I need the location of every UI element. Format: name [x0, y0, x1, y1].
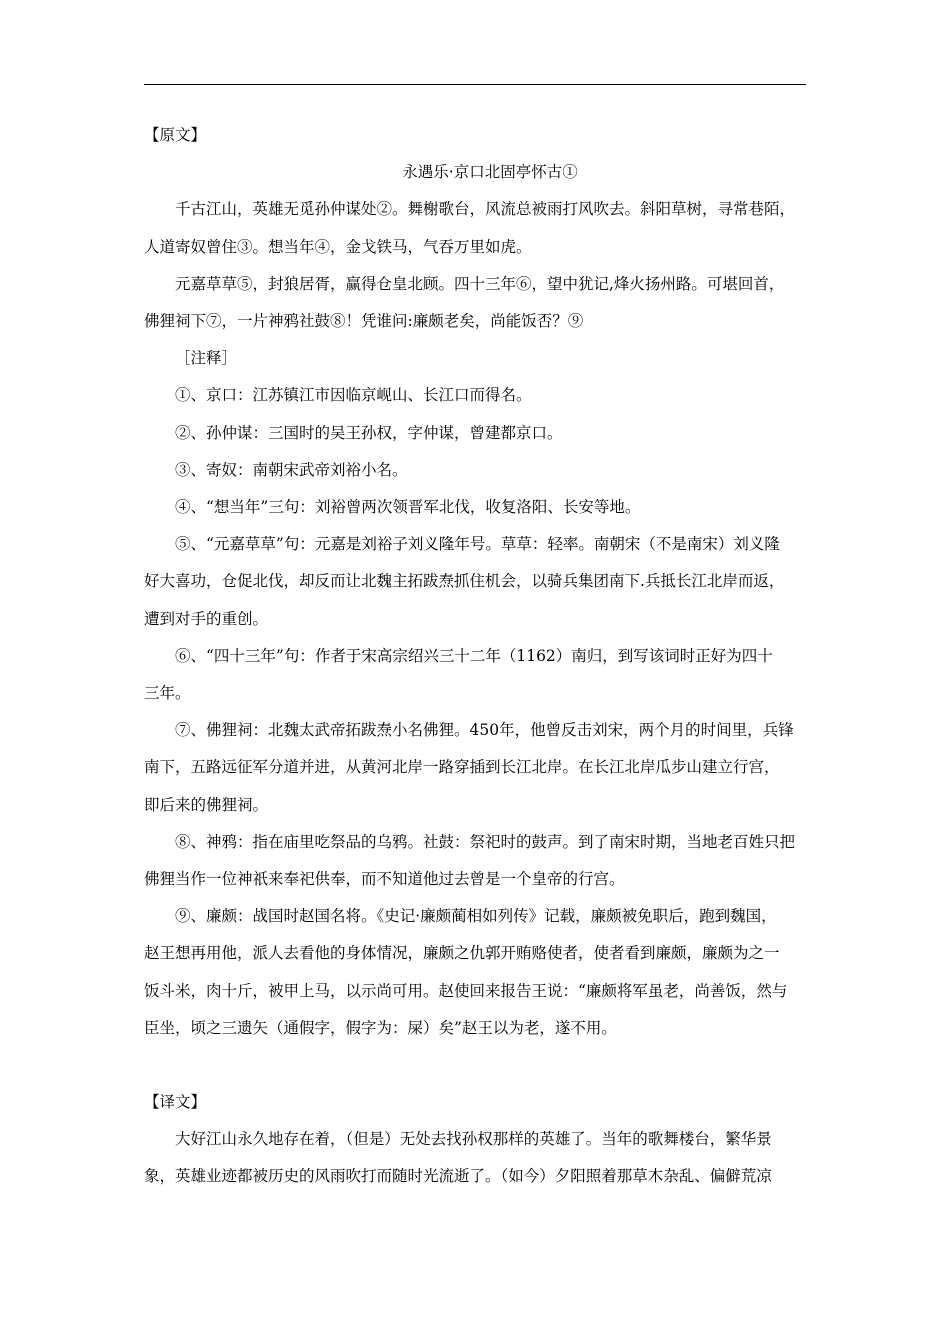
note-1: ①、京口：江苏镇江市因临京岘山、长江口而得名。 — [175, 386, 532, 405]
note-5-line-1: ⑤、“元嘉草草”句：元嘉是刘裕子刘义隆年号。草草：轻率。南朝宋（不是南宋）刘义隆 — [175, 535, 780, 554]
note-8-line-1: ⑧、神鸦：指在庙里吃祭品的乌鸦。社鼓：祭祀时的鼓声。到了南宋时期，当地老百姓只把 — [175, 832, 796, 851]
note-6-line-1: ⑥、“四十三年”句：作者于宋高宗绍兴三十二年（1162）南归，到写该词时正好为四十 — [175, 646, 773, 665]
note-5-line-3: 遭到对手的重创。 — [144, 609, 269, 628]
section-spacer — [144, 1047, 806, 1084]
translation-line-2: 象，英雄业迹都被历史的风雨吹打而随时光流逝了。（如今）夕阳照着那草木杂乱、偏僻荒凉 — [144, 1167, 772, 1186]
note-6-line-2: 三年。 — [144, 684, 191, 703]
note-7-line-3: 即后来的佛狸祠。 — [144, 795, 269, 814]
document-body — [144, 117, 806, 1196]
poem-stanza-1-line-1: 千古江山，英雄无觅孙仲谋处②。舞榭歌台，风流总被雨打风吹去。斜阳草树，寻常巷陌， — [175, 200, 796, 219]
poem-title: 永遇乐·京口北固亭怀古① — [402, 163, 578, 182]
note-9-line-2: 赵王想再用他，派人去看他的身体情况，廉颇之仇郭开贿赂使者，使者看到廉颇，廉颇为之一 — [144, 944, 780, 963]
section-heading-translation: 【译文】 — [144, 1093, 207, 1112]
note-2: ②、孙仲谋：三国时的吴王孙权，字仲谋，曾建都京口。 — [175, 423, 563, 442]
note-4: ④、“想当年”三句：刘裕曾两次领晋军北伐，收复洛阳、长安等地。 — [175, 498, 641, 517]
notes-heading: ［注释］ — [175, 349, 238, 368]
note-9-line-3: 饭斗米，肉十斤，被甲上马，以示尚可用。赵使回来报告王说：“廉颇将军虽老，尚善饭，然与 — [144, 981, 788, 1000]
poem-stanza-2-line-2: 佛狸祠下⑦，一片神鸦社鼓⑧！凭谁问:廉颇老矣，尚能饭否？⑨ — [144, 312, 584, 331]
poem-stanza-1-line-2: 人道寄奴曾住③。想当年④，金戈铁马，气吞万里如虎。 — [144, 237, 532, 256]
poem-stanza-2-line-1: 元嘉草草⑤，封狼居胥，赢得仓皇北顾。四十三年⑥，望中犹记,烽火扬州路。可堪回首， — [175, 274, 785, 293]
translation-line-1: 大好江山永久地存在着，（但是）无处去找孙权那样的英雄了。当年的歌舞楼台，繁华景 — [175, 1130, 772, 1149]
note-9-line-4: 臣坐，顷之三遗矢（通假字，假字为：屎）矣”赵王以为老，遂不用。 — [144, 1018, 617, 1037]
section-heading-original: 【原文】 — [144, 126, 207, 144]
note-7-line-1: ⑦、佛狸祠：北魏太武帝拓跋焘小名佛狸。450年，他曾反击刘宋，两个月的时间里，兵锋 — [175, 721, 794, 740]
note-5-line-2: 好大喜功，仓促北伐，却反而让北魏主拓跋焘抓住机会，以骑兵集团南下.兵抵长江北岸而返， — [144, 572, 785, 591]
header-rule — [144, 84, 806, 85]
note-7-line-2: 南下，五路远征军分道并进，从黄河北岸一路穿插到长江北岸。在长江北岸瓜步山建立行宫， — [144, 758, 780, 777]
note-3: ③、寄奴：南朝宋武帝刘裕小名。 — [175, 460, 408, 479]
note-8-line-2: 佛狸当作一位神祇来奉祀供奉，而不知道他过去曾是一个皇帝的行宫。 — [144, 870, 625, 889]
note-9-line-1: ⑨、廉颇：战国时赵国名将。《史记·廉颇蔺相如列传》记载，廉颇被免职后，跑到魏国， — [175, 907, 777, 926]
